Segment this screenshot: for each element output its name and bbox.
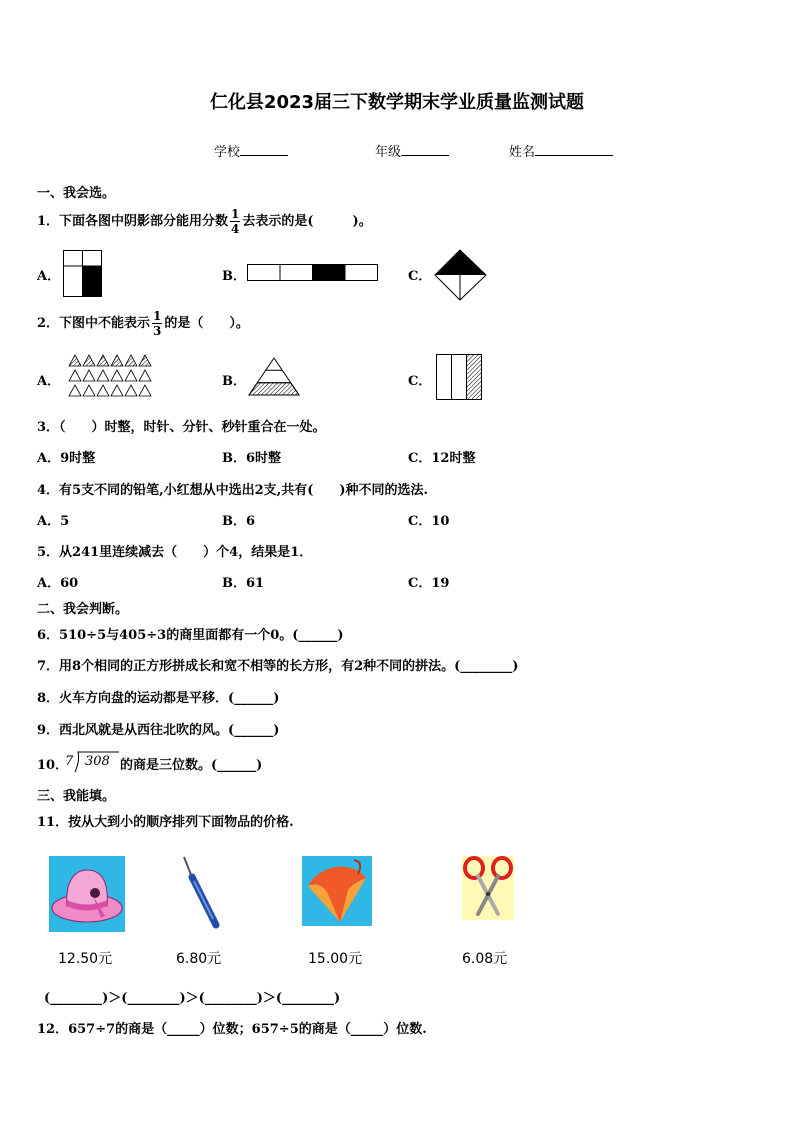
price-hat: 12.50元: [58, 951, 113, 967]
q1-option-a[interactable]: A．: [37, 269, 61, 284]
name-blank[interactable]: [535, 155, 613, 156]
price-scissors: 6.08元: [462, 951, 508, 967]
q2-option-b[interactable]: B．: [222, 374, 246, 389]
question-4: 4．有5支不同的铅笔,小红想从中选出2支,共有( )种不同的选法.: [37, 483, 429, 498]
q4-option-a[interactable]: A．5: [37, 514, 70, 529]
q3-option-c[interactable]: C．12时整: [408, 451, 476, 466]
q1-stem-post: 去表示的是( )。: [242, 214, 372, 229]
grade-label: 年级: [375, 145, 402, 160]
q2-figure-c: [436, 354, 484, 402]
question-6[interactable]: 6．510÷5与405÷3的商里面都有一个0。(______): [37, 628, 344, 643]
q4-option-c[interactable]: C．10: [408, 514, 450, 529]
q2a-triangle: [69, 355, 81, 366]
price-umbrella: 15.00元: [308, 951, 363, 967]
price-pen: 6.80元: [176, 951, 222, 967]
name-label: 姓名: [509, 145, 536, 160]
question-9[interactable]: 9．西北风就是从西往北吹的风。(______): [37, 723, 280, 738]
scissors-icon: [462, 856, 514, 920]
q2-option-c[interactable]: C．: [408, 374, 432, 389]
q2a-triangle: [125, 355, 137, 366]
section-heading-1: 一、我会选。: [37, 186, 116, 201]
q2a-triangle: [83, 385, 95, 396]
q2a-triangle: [139, 385, 151, 396]
q1-stem-pre: 1．下面各图中阴影部分能用分数: [37, 214, 229, 229]
q2a-triangle: [97, 385, 109, 396]
name-field: [509, 141, 613, 160]
q2a-triangle: [111, 370, 123, 381]
q4-option-b[interactable]: B．6: [222, 514, 256, 529]
q2a-triangle: [69, 385, 81, 396]
umbrella-icon: [302, 856, 372, 926]
q1-figure-a: [63, 250, 103, 298]
q2-stem-post: 的是（ ）。: [164, 316, 249, 331]
school-label: 学校: [214, 145, 241, 160]
page-title: 仁化县2023届三下数学期末学业质量监测试题: [209, 92, 585, 113]
q1-figure-c: [434, 249, 488, 301]
q2a-triangle: [139, 370, 151, 381]
question-10-number: 10．: [37, 758, 69, 773]
question-2: [37, 308, 249, 340]
q3-option-a[interactable]: A．9时整: [37, 451, 96, 466]
q3-option-b[interactable]: B．6时整: [222, 451, 282, 466]
section-heading-3: 三、我能填。: [37, 789, 116, 804]
question-11: 11．按从大到小的顺序排列下面物品的价格.: [37, 815, 294, 830]
q2a-triangle: [97, 370, 109, 381]
q5-option-a[interactable]: A．60: [37, 576, 79, 591]
q1-option-c[interactable]: C．: [408, 269, 432, 284]
q2a-triangle: [97, 355, 109, 366]
q1-fraction: $\frac{1}{4}$: [231, 207, 240, 236]
q10-divisor: 7: [65, 754, 74, 769]
section-heading-2: 二、我会判断。: [37, 602, 129, 617]
question-10[interactable]: 的商是三位数。(______): [120, 758, 263, 773]
q2a-triangle: [125, 385, 137, 396]
school-field: [214, 141, 288, 160]
q2-figure-a: [68, 354, 156, 400]
q2-stem-pre: 2．下图中不能表示: [37, 316, 151, 331]
q1-option-b[interactable]: B．: [222, 269, 246, 284]
q2-option-a[interactable]: A．: [37, 374, 61, 389]
q1-figure-b: [247, 264, 379, 282]
question-8[interactable]: 8．火车方向盘的运动都是平移．(______): [37, 691, 280, 706]
q5-option-b[interactable]: B．61: [222, 576, 265, 591]
question-1: [37, 206, 372, 238]
q5-option-c[interactable]: C．19: [408, 576, 450, 591]
grade-field: [375, 141, 449, 160]
q11-answer-line[interactable]: (________)＞(________)＞(________)＞(________): [44, 991, 341, 1006]
q2-fraction: $\frac{1}{3}$: [153, 309, 162, 338]
q2a-triangle: [111, 355, 123, 366]
q2a-triangle: [69, 370, 81, 381]
question-3: 3．（ ）时整，时针、分针、秒针重合在一处。: [37, 420, 326, 435]
question-7[interactable]: 7．用8个相同的正方形拼成长和宽不相等的长方形，有2种不同的拼法。(________): [37, 659, 519, 674]
q2a-triangle: [125, 370, 137, 381]
q2a-triangle: [83, 355, 95, 366]
q2a-triangle: [111, 385, 123, 396]
q10-dividend: 308: [85, 754, 110, 769]
question-5: 5．从241里连续减去（ ）个4，结果是1．: [37, 545, 313, 560]
q2a-triangle: [139, 355, 151, 366]
school-blank[interactable]: [240, 155, 288, 156]
hat-icon: [49, 856, 125, 932]
q2a-triangle: [83, 370, 95, 381]
question-12[interactable]: 12．657÷7的商是（_____）位数；657÷5的商是（_____）位数.: [37, 1022, 427, 1037]
grade-blank[interactable]: [401, 155, 449, 156]
pen-icon: [180, 855, 226, 929]
q2-figure-b: [248, 357, 300, 397]
